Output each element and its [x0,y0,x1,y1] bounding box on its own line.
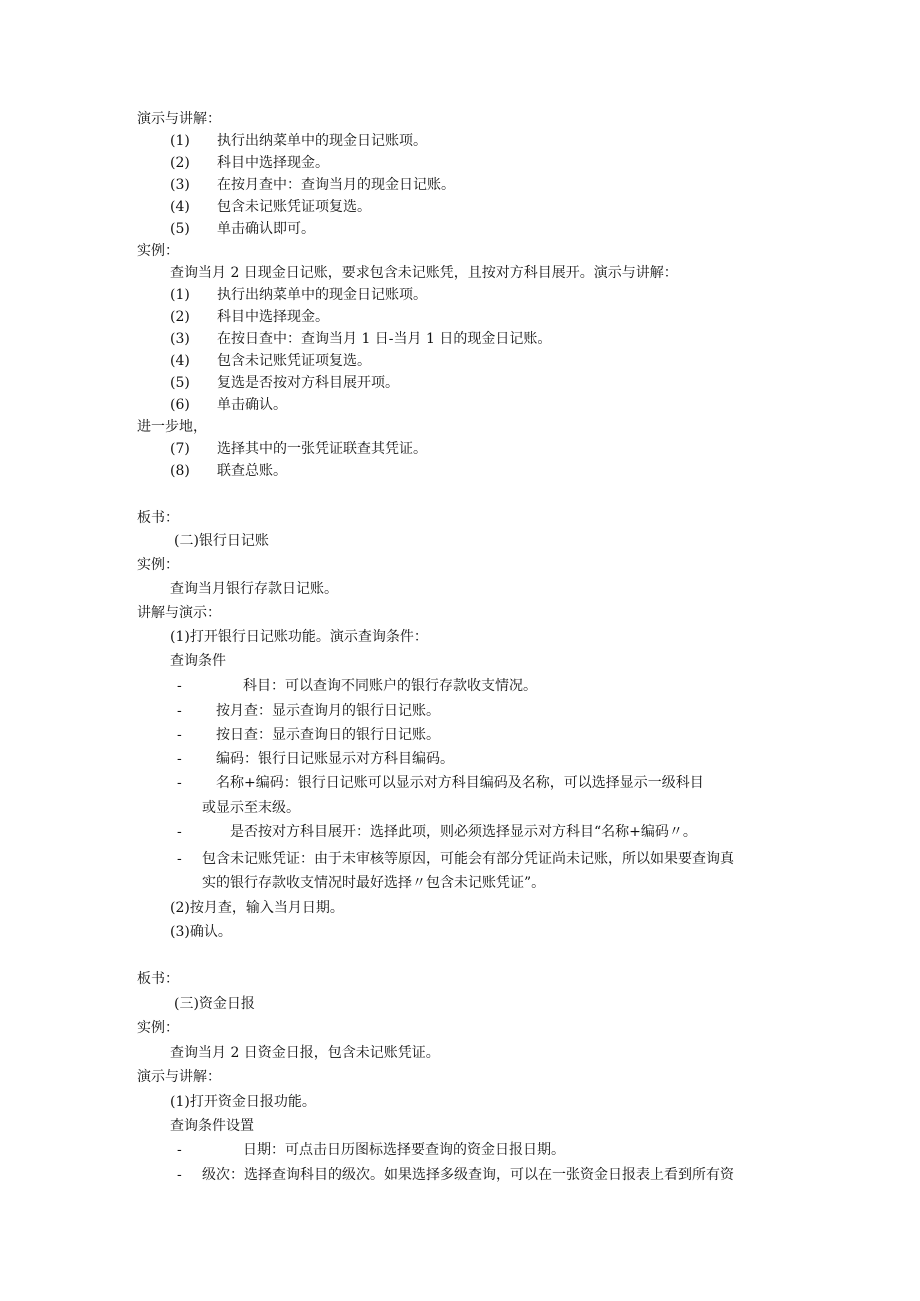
step-number: (8) [170,463,190,479]
step-number: (7) [170,441,190,457]
step-number: (1) [170,287,190,303]
lecture-heading: 演示与讲解： [137,1069,221,1085]
step-text: 在按月查中：查询当月的现金日记账。 [217,177,455,193]
condition-item [0,822,920,842]
step-text: 执行出纳菜单中的现金日记账项。 [217,287,427,303]
step-number: (1) [170,133,190,149]
example-description: 查询当月 2 日资金日报，包含未记账凭证。 [170,1045,440,1061]
condition-text: 日期：可点击日历图标选择要查询的资金日报日期。 [243,1142,565,1158]
condition-text: 按日查：显示查询日的银行日记账。 [216,727,440,743]
bullet-dash: - [177,1142,182,1158]
condition-text: 按月查：显示查询月的银行日记账。 [216,703,440,719]
step-text: 科目中选择现金。 [217,309,329,325]
condition-text: 包含未记账凭证：由于未审核等原因，可能会有部分凭证尚未记账，所以如果要查询真 [202,851,734,867]
step-item [170,395,287,415]
condition-item [0,701,920,721]
example-description: 查询当月银行存款日记账。 [170,581,338,597]
step-item [170,307,329,327]
step-item [170,461,287,481]
condition-continuation: 实的银行存款收支情况时最好选择〃包含未记账凭证”。 [202,875,546,891]
step-text: 科目中选择现金。 [217,155,329,171]
condition-text: 编码：银行日记账显示对方科目编码。 [216,751,454,767]
condition-item [0,773,920,793]
step-text: 执行出纳菜单中的现金日记账项。 [217,133,427,149]
lecture-step: (1)打开银行日记账功能。演示查询条件： [170,629,428,645]
section-heading: 演示与讲解： [137,111,221,127]
step-item [170,219,315,239]
lecture-step: (1)打开资金日报功能。 [170,1094,316,1110]
step-item [170,153,329,173]
condition-text: 是否按对方科目展开：选择此项，则必须选择显示对方科目“名称+编码〃。 [230,824,697,840]
conditions-label: 查询条件设置 [170,1118,254,1134]
lecture-step: (2)按月查，输入当月日期。 [170,900,344,916]
step-text: 复选是否按对方科目展开项。 [217,375,399,391]
step-text: 单击确认即可。 [217,221,315,237]
step-text: 包含未记账凭证项复选。 [217,353,371,369]
condition-item [0,725,920,745]
step-text: 在按日查中：查询当月 1 日-当月 1 日的现金日记账。 [217,331,552,347]
step-item [170,131,427,151]
step-number: (5) [170,375,190,391]
bullet-dash: - [177,775,182,791]
condition-text: 科目：可以查询不同账户的银行存款收支情况。 [243,678,537,694]
section-title: (二)银行日记账 [174,533,269,549]
further-heading: 进一步地， [137,419,207,435]
step-number: (2) [170,309,190,325]
bullet-dash: - [177,703,182,719]
condition-item [0,749,920,769]
step-number: (3) [170,331,190,347]
step-item [170,285,427,305]
step-item [170,351,371,371]
conditions-label: 查询条件 [170,653,226,669]
step-item [170,439,427,459]
board-heading: 板书： [137,971,179,987]
condition-text: 级次：选择查询科目的级次。如果选择多级查询，可以在一张资金日报表上看到所有资 [202,1167,734,1183]
condition-item [0,1140,920,1160]
step-text: 选择其中的一张凭证联查其凭证。 [217,441,427,457]
bullet-dash: - [177,678,182,694]
step-item [170,175,455,195]
condition-item [0,1165,920,1185]
bullet-dash: - [177,1167,182,1183]
step-item [170,197,371,217]
bullet-dash: - [177,727,182,743]
step-item [170,373,399,393]
condition-continuation: 或显示至末级。 [202,800,300,816]
step-number: (3) [170,177,190,193]
bullet-dash: - [177,751,182,767]
step-text: 联查总账。 [217,463,287,479]
step-number: (6) [170,397,190,413]
bullet-dash: - [177,851,182,867]
lecture-heading: 讲解与演示： [137,605,221,621]
condition-text: 名称+编码：银行日记账可以显示对方科目编码及名称，可以选择显示一级科目 [216,775,704,791]
section-title: (三)资金日报 [174,996,255,1012]
board-heading: 板书： [137,510,179,526]
step-number: (2) [170,155,190,171]
bullet-dash: - [177,824,182,840]
step-text: 单击确认。 [217,397,287,413]
example-heading: 实例： [137,557,179,573]
condition-item [0,849,920,869]
lecture-step: (3)确认。 [170,924,232,940]
step-number: (4) [170,353,190,369]
step-item [170,329,551,349]
condition-item [0,676,920,696]
example-heading: 实例： [137,243,179,259]
step-number: (4) [170,199,190,215]
step-number: (5) [170,221,190,237]
example-description: 查询当月 2 日现金日记账，要求包含未记账凭，且按对方科目展开。演示与讲解： [170,265,678,281]
step-text: 包含未记账凭证项复选。 [217,199,371,215]
example-heading: 实例： [137,1020,179,1036]
